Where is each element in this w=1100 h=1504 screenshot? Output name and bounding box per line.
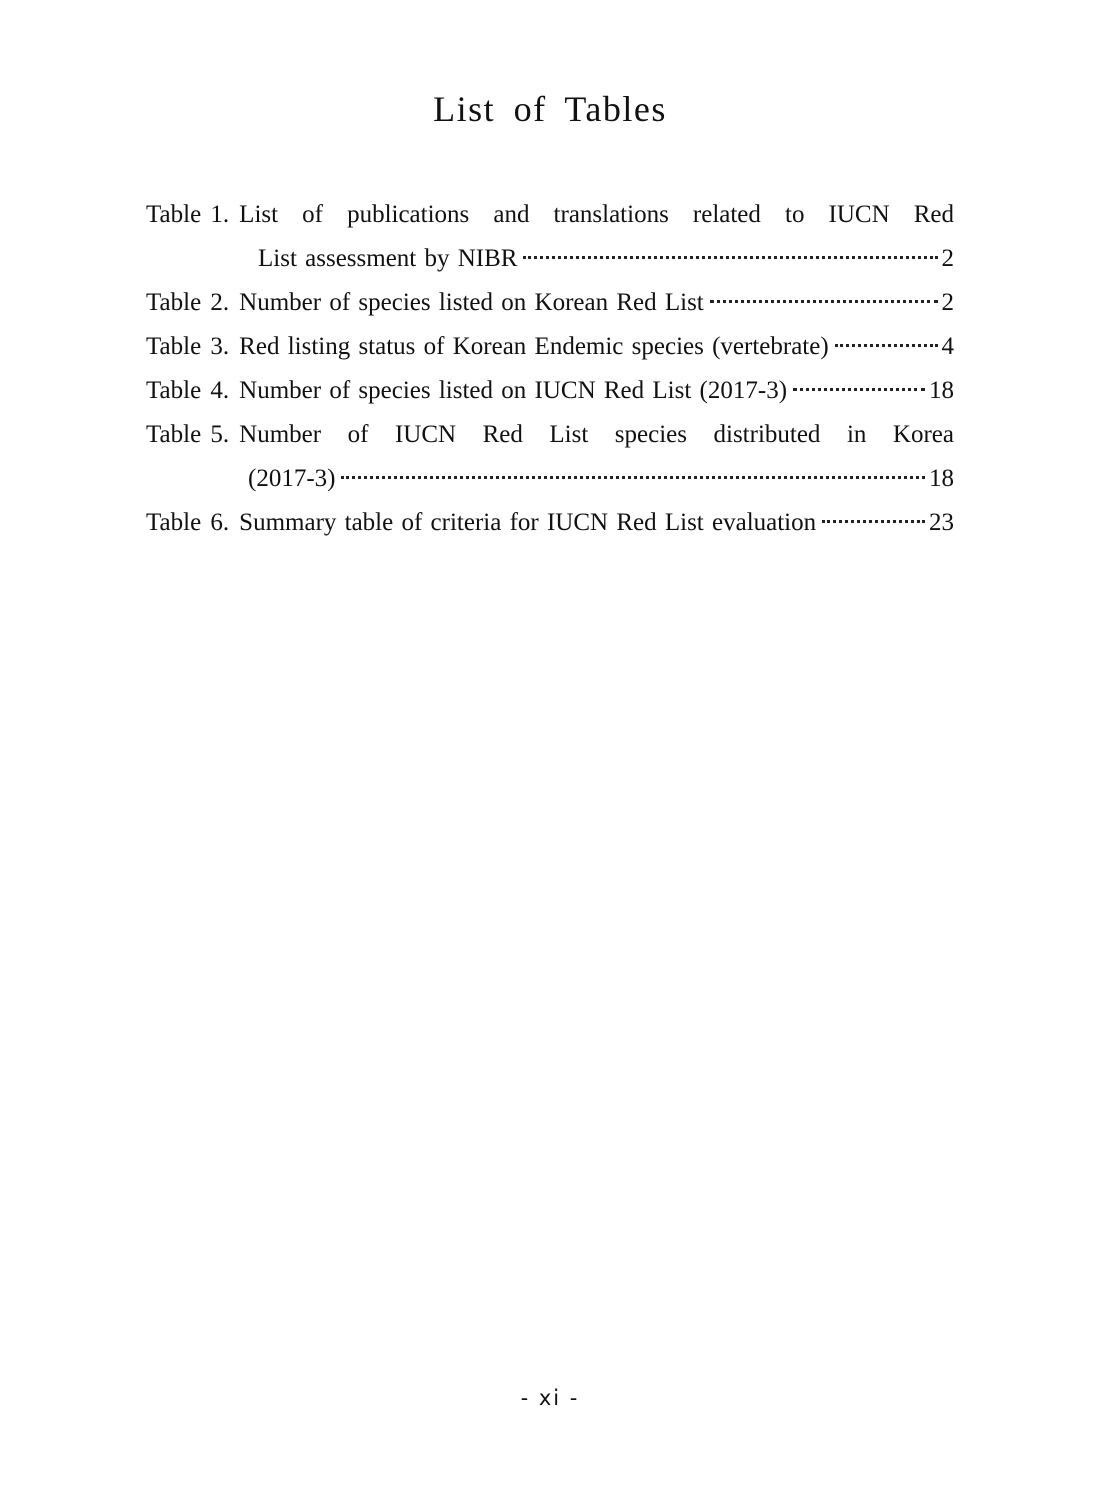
toc-entry-label: Table 6.: [146, 509, 230, 536]
toc-entry-label: Table 4.: [146, 377, 230, 404]
toc-entry-table-5[interactable]: [146, 413, 954, 501]
toc-entry-table-3[interactable]: [146, 325, 954, 369]
toc-entry-table-4[interactable]: [146, 369, 954, 413]
toc-entry-page-number: 23: [929, 509, 954, 536]
page-title: List of Tables: [433, 89, 667, 129]
toc-entry-title: Number of IUCN Red List species distributed in Korea: [239, 421, 954, 448]
toc-entry-title: Number of species listed on Korean Red List: [239, 289, 704, 316]
toc-entry-page-number: 2: [941, 245, 954, 272]
dot-leader: [793, 388, 925, 391]
toc-entry-title: Number of species listed on IUCN Red List (2017-3): [239, 377, 788, 404]
toc-entry-title-continued: (2017-3): [248, 465, 336, 492]
table-of-contents: [146, 193, 954, 545]
toc-entry-title: Red listing status of Korean Endemic species (vertebrate): [239, 333, 829, 360]
toc-entry-page-number: 18: [929, 465, 954, 492]
toc-entry-page-number: 2: [941, 289, 954, 316]
page-number-footer: - xi -: [520, 1386, 580, 1410]
toc-entry-label: Table 2.: [146, 289, 230, 316]
toc-entry-label: Table 5.: [146, 421, 230, 448]
toc-entry-title: List of publications and translations related to IUCN Red: [239, 201, 954, 228]
dot-leader: [341, 476, 925, 479]
toc-entry-label: Table 1.: [146, 201, 230, 228]
dot-leader: [710, 300, 938, 303]
toc-entry-title: Summary table of criteria for IUCN Red List evaluation: [239, 509, 817, 536]
toc-entry-table-6[interactable]: [146, 501, 954, 545]
toc-entry-page-number: 18: [929, 377, 954, 404]
toc-entry-table-1[interactable]: [146, 193, 954, 281]
dot-leader: [822, 520, 925, 523]
toc-entry-title-continued: List assessment by NIBR: [258, 245, 518, 272]
dot-leader: [835, 344, 938, 347]
toc-entry-table-2[interactable]: [146, 281, 954, 325]
toc-entry-label: Table 3.: [146, 333, 230, 360]
toc-entry-page-number: 4: [941, 333, 954, 360]
dot-leader: [523, 256, 937, 259]
